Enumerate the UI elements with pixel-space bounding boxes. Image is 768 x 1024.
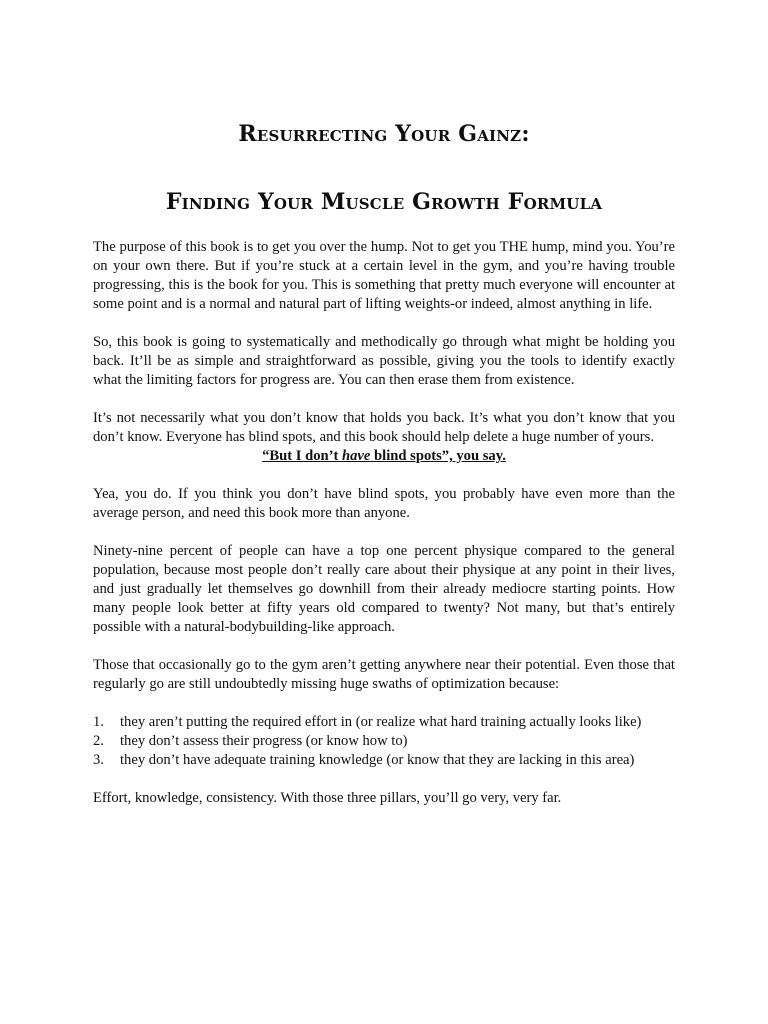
list-item-text: they aren’t putting the required effort in (or realize what hard training actually looks like) [120, 714, 642, 730]
paragraph-closing: Effort, knowledge, consistency. With those three pillars, you’ll go very, very far. [93, 790, 562, 806]
subheading-after: blind spots”, you say. [370, 448, 506, 464]
list-item-number: 1. [93, 714, 104, 730]
subheading-before: “But I don’t [262, 448, 343, 464]
list-item [93, 732, 675, 751]
title-line-2: Finding Your Muscle Growth Formula [165, 189, 603, 215]
paragraph-gym: Those that occasionally go to the gym aren’t getting anywhere near their potential. Even those that regularly go are still undoubtedly missing huge swaths of optimization because: [93, 657, 675, 692]
list-item [93, 751, 675, 770]
paragraph-approach: So, this book is going to systematically and methodically go through what might be holding you back. It’ll be as simple and straightforward as possible, giving you the tools to identify exactly what the limiting factors for progress are. You can then erase them from existence. [93, 334, 675, 388]
subheading-emphasis: have [342, 448, 371, 464]
list-item-text: they don’t have adequate training knowledge (or know that they are lacking in this area) [120, 752, 635, 768]
body-text [93, 238, 675, 808]
paragraph-response: Yea, you do. If you think you don’t have blind spots, you probably have even more than the average person, and need this book more than anyone. [93, 486, 675, 521]
list-item [93, 713, 675, 732]
list-item-text: they don’t assess their progress (or know how to) [120, 733, 408, 749]
title-line-1: Resurrecting Your Gainz: [238, 121, 530, 147]
reasons-list [93, 713, 675, 770]
subheading-quote [93, 447, 675, 466]
paragraph-ninety-nine: Ninety-nine percent of people can have a top one percent physique compared to the general population, because most people don’t really care about their physique at any point in their lives, and just gradually let themselves go downhill from their already mediocre starting points. How many people look better at fifty years old compared to twenty? Not many, but that’s entirely possible with a natural-bodybuilding-like approach. [93, 543, 675, 635]
list-item-number: 2. [93, 733, 104, 749]
paragraph-blind-spots: It’s not necessarily what you don’t know that holds you back. It’s what you don’t know that you don’t know. Everyone has blind spots, and this book should help delete a huge number of yours. [93, 410, 675, 445]
list-item-number: 3. [93, 752, 104, 768]
document-page [93, 118, 675, 827]
paragraph-intro: The purpose of this book is to get you over the hump. Not to get you THE hump, mind you. You’re on your own there. But if you’re stuck at a certain level in the gym, and you’re having trouble progressing, this is the book for you. This is something that pretty much everyone will encounter at some point and is a normal and natural part of lifting weights-or indeed, almost anything in life. [93, 239, 675, 312]
